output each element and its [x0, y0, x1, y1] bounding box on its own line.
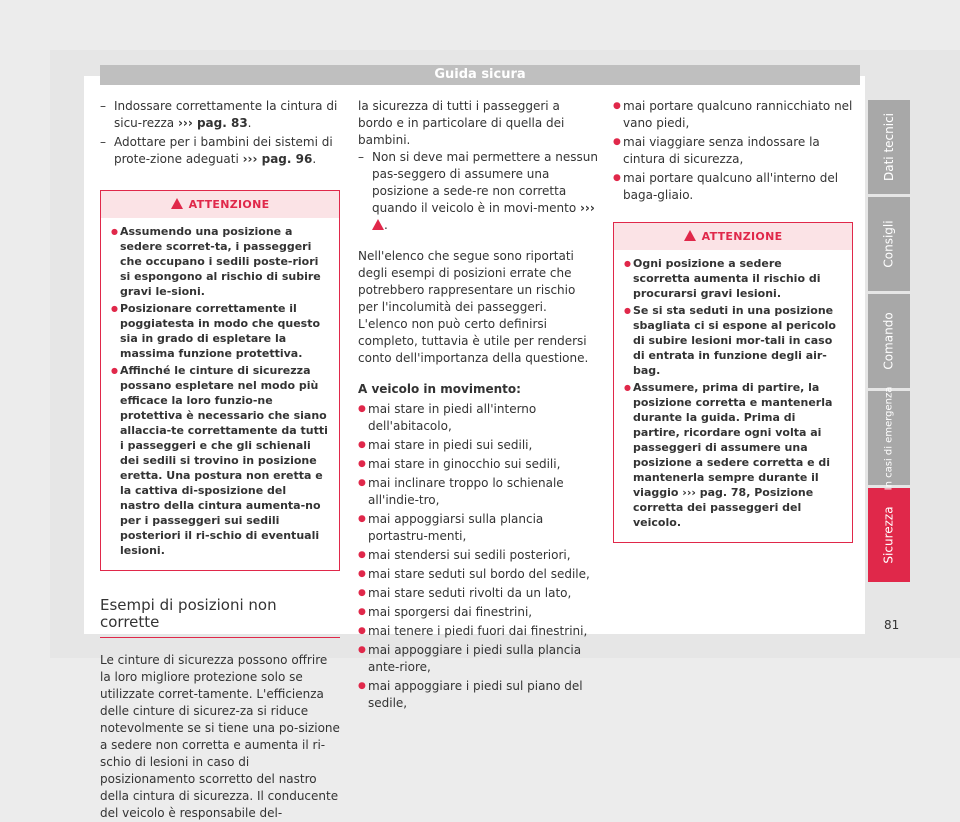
- warning-item: ● Se si sta seduti in una posizione sbagliata ci si espone al pericolo di subire lesioni mor-tali in caso di entrata in funzione degli air-bag.: [624, 303, 842, 378]
- section-title: Esempi di posizioni non corrette: [100, 597, 340, 638]
- list-item: ● mai appoggiarsi sulla plancia portastru-menti,: [358, 511, 598, 545]
- warning-triangle-icon: [171, 198, 183, 209]
- page-number: 81: [884, 618, 900, 632]
- list-item: ● mai stare in piedi all'interno dell'abitacolo,: [358, 401, 598, 435]
- page-link[interactable]: ››› pag. 96: [242, 152, 313, 166]
- list-item: ● mai tenere i piedi fuori dai finestrini,: [358, 623, 598, 640]
- dash-item: – Adottare per i bambini dei sistemi di prote-zione adeguati ››› pag. 96.: [100, 134, 340, 168]
- list-item: ● mai stare seduti sul bordo del sedile,: [358, 566, 598, 583]
- tab-consigli[interactable]: [868, 197, 910, 291]
- warning-item: ● Assumendo una posizione a sedere scorret-ta, i passeggeri che occupano i sedili poste-riori si espongono al rischio di subire gravi le-sioni.: [111, 224, 329, 299]
- column-3: [613, 98, 853, 543]
- dash-text: Indossare correttamente la cintura di sicu-rezza: [114, 99, 338, 130]
- list-title: A veicolo in movimento:: [358, 382, 521, 396]
- list-item: ● mai portare qualcuno all'interno del baga-gliaio.: [613, 170, 853, 204]
- tab-comando[interactable]: [868, 294, 910, 388]
- column-2: [358, 98, 598, 714]
- list-item: ● mai portare qualcuno rannicchiato nel vano piedi,: [613, 98, 853, 132]
- warning-title: [614, 223, 852, 250]
- paragraph: Nell'elenco che segue sono riportati degli esempi di posizioni errate che potrebbero rappresentare un rischio per l'incolumità dei passeggeri. L'elenco non può certo definirsi completo, tuttavia è utile per rendersi conto dell'importanza della questione.: [358, 249, 589, 365]
- warning-body: [614, 250, 852, 530]
- list-item: ● mai sporgersi dai finestrini,: [358, 604, 598, 621]
- warning-item: ● Ogni posizione a sedere scorretta aumenta il rischio di procurarsi gravi lesioni.: [624, 256, 842, 301]
- tab-dati-tecnici[interactable]: [868, 100, 910, 194]
- warning-item: ● Posizionare correttamente il poggiatesta in modo che questo sia in grado di espletare la massima funzione protettiva.: [111, 301, 329, 361]
- page-link[interactable]: ››› pag. 83: [177, 116, 248, 130]
- tab-label: Dati tecnici: [882, 112, 897, 182]
- warning-item: ● Assumere, prima di partire, la posizione corretta e mantenerla durante la guida. Prima di partire, ricordare ogni volta ai passeggeri di assumere una posizione a sedere corretta e di mantenerla sempre durante il viaggio ››› pag. 78, Posizione corretta dei passeggeri del veicolo.: [624, 380, 842, 530]
- warning-body: [101, 218, 339, 558]
- warning-triangle-icon: [372, 219, 384, 230]
- page-header: Guida sicura: [100, 65, 860, 85]
- tab-label: In casi di emergenza: [883, 386, 895, 490]
- paragraph: la sicurezza di tutti i passeggeri a bordo e in particolare di quella dei bambini.: [358, 99, 565, 147]
- warning-title-text: ATTENZIONE: [701, 230, 783, 243]
- list-item: ● mai inclinare troppo lo schienale all'indie-tro,: [358, 475, 598, 509]
- page-link[interactable]: ››› pag. 78, Posizione corretta dei passeggeri del veicolo: [633, 486, 814, 529]
- column-1: [100, 98, 340, 822]
- tab-in-casi-di-emergenza[interactable]: [868, 386, 910, 490]
- dash-text: Adottare per i bambini dei sistemi di prote-zione adeguati: [114, 135, 333, 166]
- dash-item: – Indossare correttamente la cintura di sicu-rezza ››› pag. 83.: [100, 98, 340, 132]
- list-item: ● mai viaggiare senza indossare la cintura di sicurezza,: [613, 134, 853, 168]
- list-item: ● mai appoggiare i piedi sul piano del sedile,: [358, 678, 598, 712]
- tab-label: Comando: [882, 312, 897, 370]
- list-item: ● mai appoggiare i piedi sulla plancia ante-riore,: [358, 642, 598, 676]
- sidebar-tabs: [868, 100, 910, 585]
- paragraph: Le cinture di sicurezza possono offrire la loro migliore protezione solo se utilizzate corret-tamente. L'efficienza delle cinture di sicurez-za si riduce notevolmente se si tiene una po-sizione a sedere non corretta e aumenta il ri-schio di lesioni in caso di posizionamento scorretto del nastro della cintura di sicurezza. Il conducente del veicolo è responsabile del-: [100, 653, 340, 820]
- tab-label: Sicurezza: [882, 506, 897, 564]
- warning-item: ● Affinché le cinture di sicurezza possano espletare nel modo più efficace la loro funzio-ne protettiva è necessario che siano allaccia-te correttamente da tutti i passeggeri e che gli schienali dei sedili si trovino in posizione eretta. Una postura non eretta e la cattiva di-sposizione del nastro della cintura aumenta-no per i passeggeri sui sedili posteriori il ri-schio di eventuali lesioni.: [111, 363, 329, 558]
- warning-box: [613, 222, 853, 543]
- warning-item-text: Assumere, prima di partire, la posizione corretta e mantenerla durante la guida. Prima di partire, ricordare ogni volta ai passeggeri di assumere una posizione a sedere corretta e di mantenerla sempre durante il viaggio: [633, 381, 833, 499]
- warning-box: [100, 190, 340, 571]
- tab-label: Consigli: [882, 220, 897, 268]
- list-item: ● mai stendersi sui sedili posteriori,: [358, 547, 598, 564]
- dash-text: Non si deve mai permettere a nessun pas-seggero di assumere una posizione a sede-re non corretta quando il veicolo è in movi-mento: [372, 150, 598, 215]
- tab-sicurezza[interactable]: [868, 488, 910, 582]
- warning-title: [101, 191, 339, 218]
- warning-triangle-icon: [684, 230, 696, 241]
- list-item: ● mai stare in piedi sui sedili,: [358, 437, 598, 454]
- bullet-list: [613, 98, 853, 204]
- warning-link[interactable]: ›››: [579, 201, 595, 215]
- list-item: ● mai stare seduti rivolti da un lato,: [358, 585, 598, 602]
- dash-item: – Non si deve mai permettere a nessun pas-seggero di assumere una posizione a sede-re non corretta quando il veicolo è in movi-mento ››› .: [358, 149, 598, 234]
- warning-title-text: ATTENZIONE: [188, 198, 270, 211]
- bullet-list: [358, 401, 598, 712]
- list-item: ● mai stare in ginocchio sui sedili,: [358, 456, 598, 473]
